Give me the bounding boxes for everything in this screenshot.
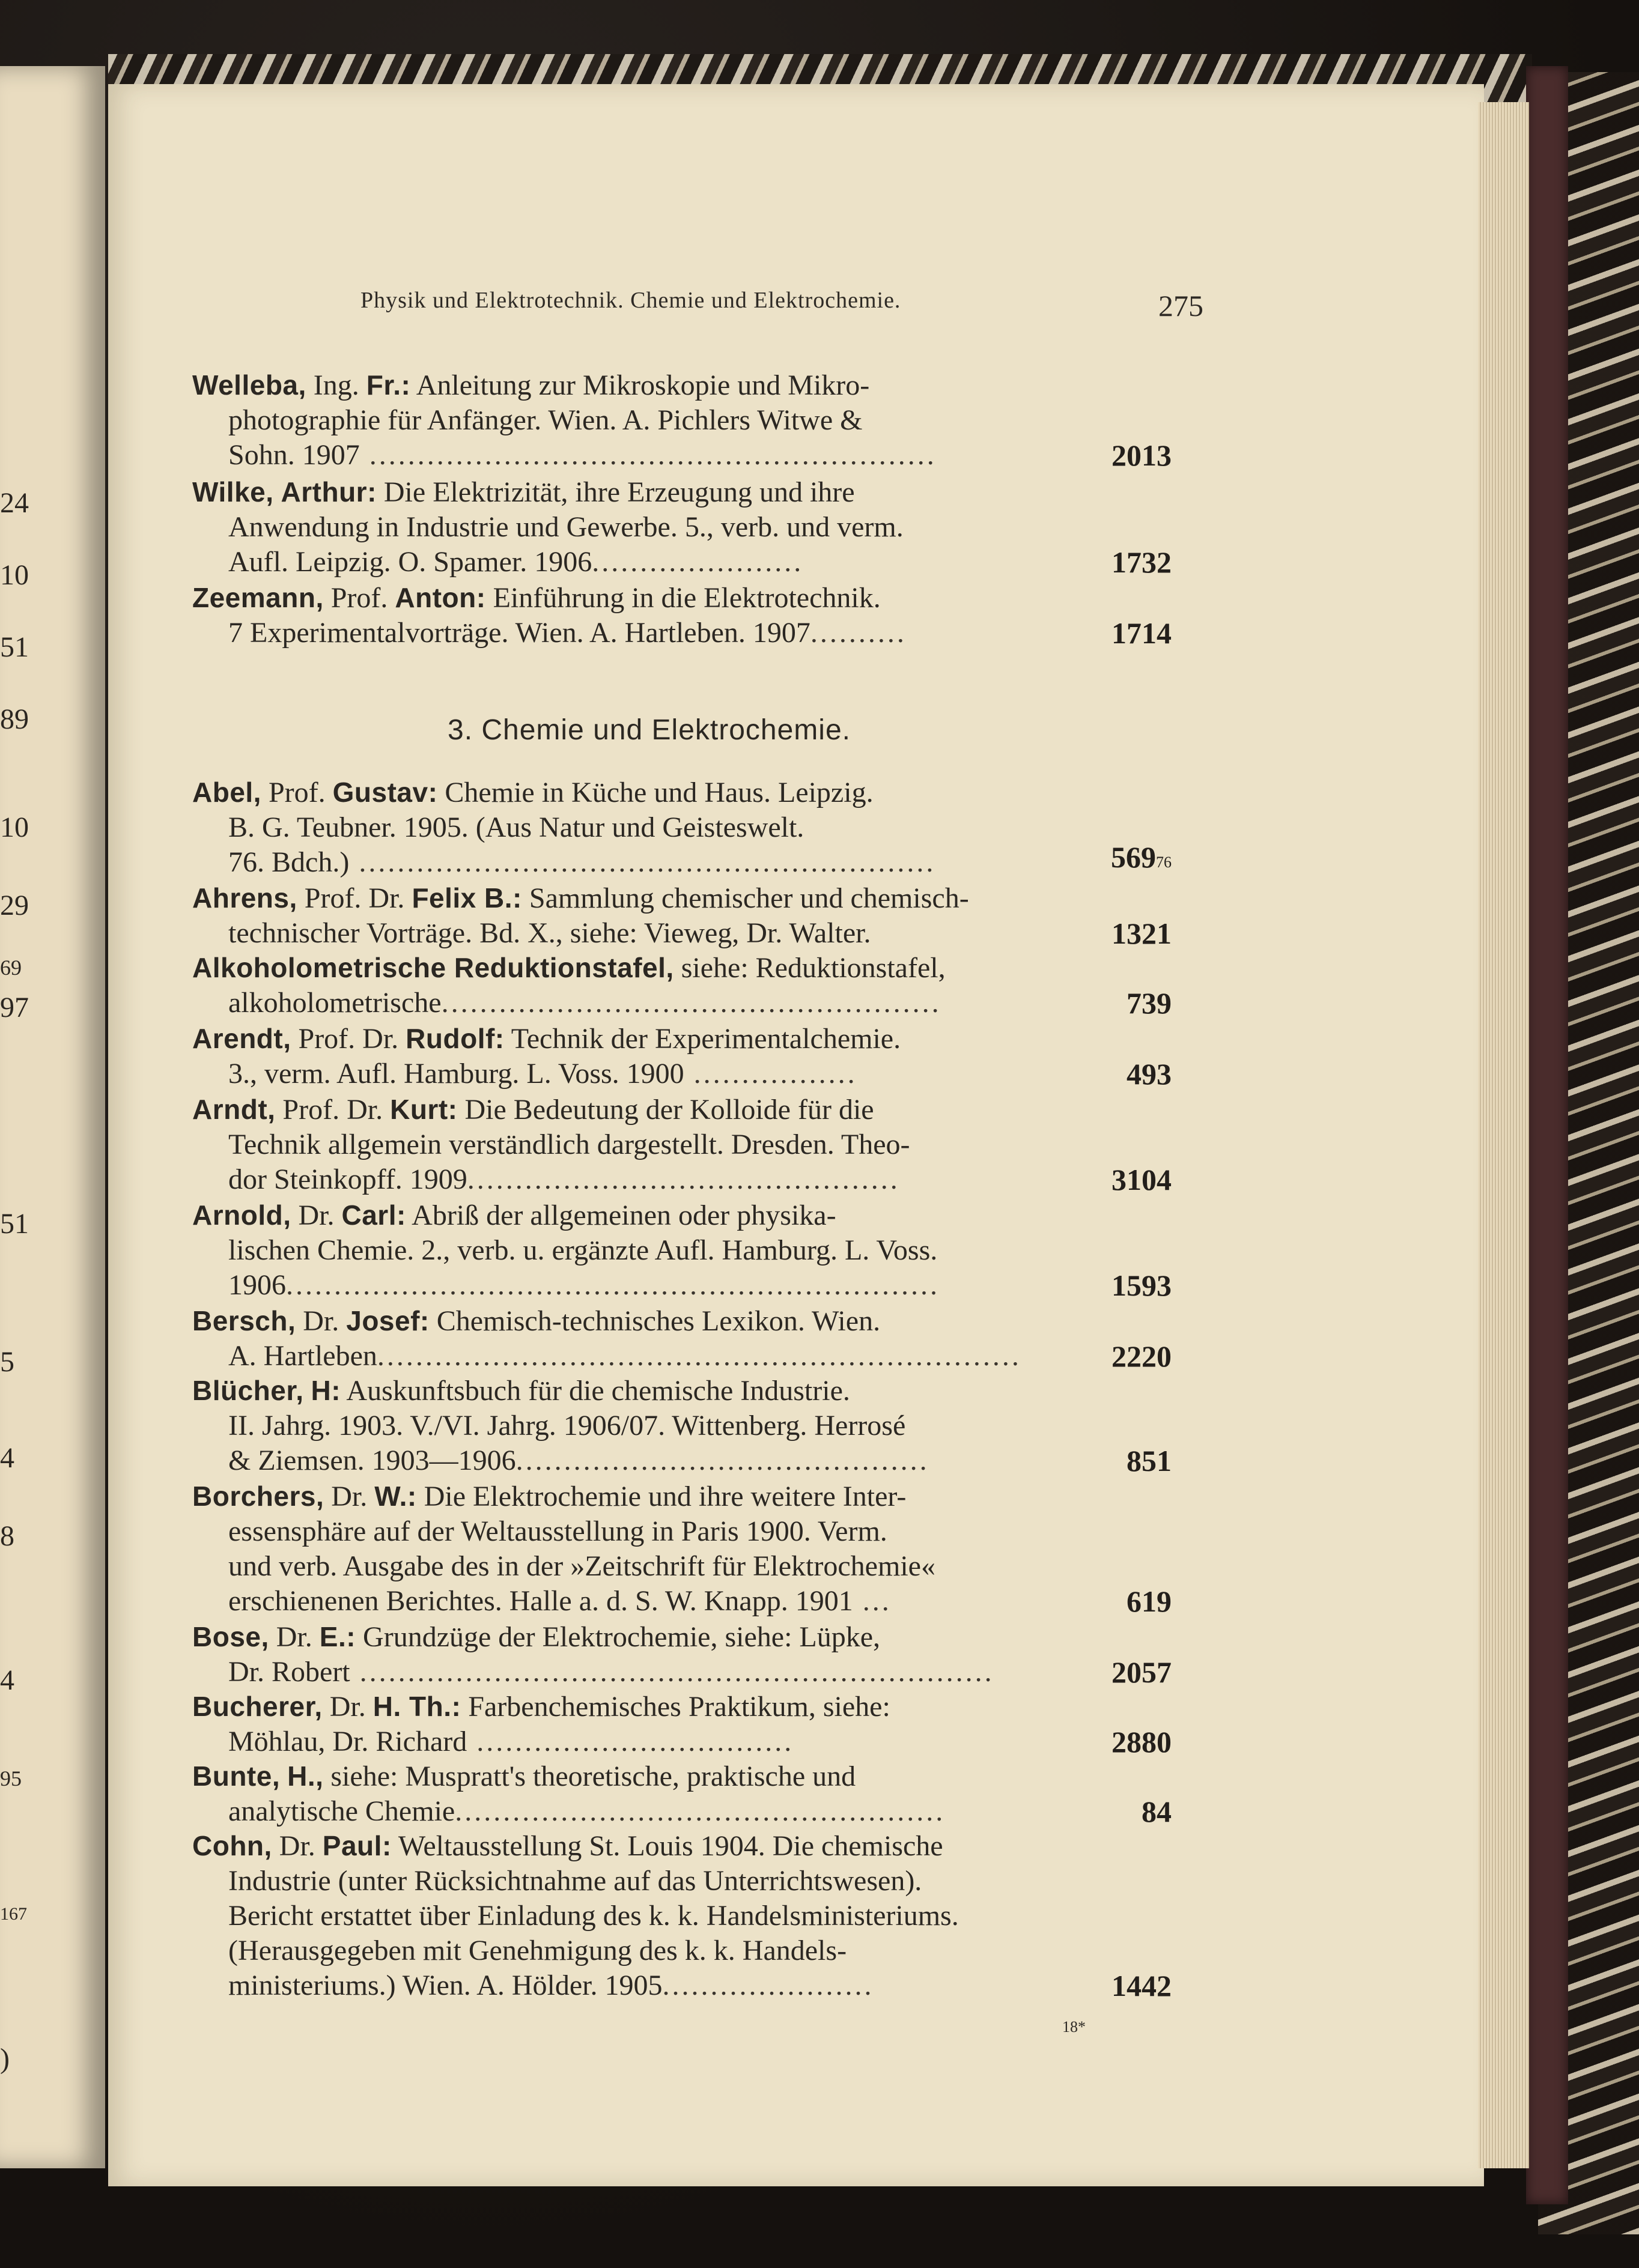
bibliography-entry [192, 1373, 1172, 1478]
entry-text: 7 Experimentalvorträge. Wien. A. Hartleben. 1907 [228, 617, 810, 649]
page-number: 275 [1158, 289, 1203, 323]
entry-author: Welleba, [192, 369, 306, 401]
entry-number: 739 [1127, 986, 1172, 1020]
entry-number: 1321 [1111, 917, 1172, 950]
entry-text: Technik der Experimentalchemie. [511, 1023, 901, 1055]
entry-given-name: H., [287, 1760, 324, 1792]
entry-text: erschienenen Berichtes. Halle a. d. S. W. Knapp. 1901 [228, 1585, 853, 1617]
entry-author: Borchers, [192, 1481, 324, 1512]
left-fragment: 4 [0, 1664, 14, 1696]
entry-text: 1906 [228, 1269, 286, 1301]
entry-given-name: H. Th.: [372, 1691, 461, 1722]
entry-number: 2880 [1111, 1725, 1172, 1759]
entry-author: Blücher, [192, 1375, 304, 1406]
entry-author: Cohn, [192, 1830, 272, 1861]
left-fragment: 95 [0, 1766, 22, 1790]
entry-given-name: Kurt: [390, 1094, 458, 1125]
entry-text: Weltausstellung St. Louis 1904. Die chemische [398, 1830, 943, 1862]
left-fragment: 8 [0, 1520, 14, 1552]
bibliography-entry [192, 1759, 1172, 1829]
entry-given-name: Gustav: [332, 777, 438, 808]
cloth-spine-edge [1526, 66, 1568, 2204]
left-fragment: 10 [0, 559, 29, 591]
left-fragment: 97 [0, 992, 29, 1023]
entry-text: Möhlau, Dr. Richard [228, 1726, 467, 1757]
entry-given-name: Paul: [322, 1830, 392, 1861]
entry-given-name: H: [311, 1375, 341, 1406]
entry-number: 493 [1127, 1057, 1172, 1091]
entry-author: Alkoholometrische Reduktionstafel, [192, 952, 674, 983]
bibliography-entry [192, 881, 1172, 951]
bibliography-entry [192, 1828, 1172, 2003]
leader-dots: .................................................... [441, 987, 941, 1019]
entry-title-prefix: Dr. [329, 1691, 366, 1723]
entry-number-main: 569 [1111, 840, 1156, 874]
entry-number: 1732 [1111, 545, 1172, 579]
bibliography-entry [192, 1021, 1172, 1091]
entry-text: Sohn. 1907 [228, 439, 360, 471]
entry-text: Grundzüge der Elektrochemie, siehe: Lüpke, [363, 1621, 881, 1653]
entry-title-prefix: Prof. [268, 777, 326, 808]
entry-given-name: Rudolf: [406, 1023, 505, 1054]
entry-text: Industrie (unter Rücksichtnahme auf das Unterrichtswesen). [228, 1865, 922, 1897]
entry-number: 2013 [1111, 438, 1172, 472]
entry-text: 3., verm. Aufl. Hamburg. L. Voss. 1900 [228, 1058, 684, 1090]
leader-dots: ................................................... [455, 1795, 946, 1827]
entry-author: Arnold, [192, 1199, 291, 1231]
entry-number: 3104 [1111, 1163, 1172, 1196]
left-fragment: 69 [0, 956, 22, 980]
left-fragment: ) [0, 2043, 10, 2075]
leader-dots: ...................... [592, 546, 804, 578]
left-fragment: 51 [0, 1208, 29, 1240]
left-fragment: 167 [0, 1904, 27, 1924]
entry-title-prefix: Prof. Dr. [282, 1094, 383, 1126]
left-page-edge [0, 66, 105, 2168]
entry-title-prefix: Dr. [276, 1621, 312, 1653]
entry-text: lischen Chemie. 2., verb. u. ergänzte Aufl. Hamburg. L. Voss. [228, 1234, 938, 1266]
entry-author: Abel, [192, 777, 261, 808]
leader-dots: ................................................................... [377, 1340, 1021, 1372]
entry-text: Farbenchemisches Praktikum, siehe: [468, 1691, 890, 1723]
left-fragment: 4 [0, 1442, 14, 1474]
entry-text: und verb. Ausgabe des in der »Zeitschrift für Elektrochemie« [228, 1550, 935, 1582]
entry-text: technischer Vorträge. Bd. X., siehe: Vieweg, Dr. Walter. [228, 917, 871, 949]
bibliography-entry [192, 580, 1172, 650]
entry-given-name: Anton: [395, 582, 486, 613]
leader-dots: ............................................................ [349, 846, 936, 878]
entry-text: Abriß der allgemeinen oder physika- [412, 1199, 836, 1231]
entry-title-prefix: Dr. [331, 1481, 368, 1512]
leader-dots: .................................................................... [286, 1269, 940, 1301]
entry-author: Bunte, [192, 1760, 281, 1792]
entry-title-prefix: Prof. Dr. [304, 882, 405, 914]
entry-number: 619 [1127, 1584, 1172, 1618]
entry-number: 2057 [1111, 1655, 1172, 1689]
entry-author: Bose, [192, 1621, 269, 1652]
entry-text: Einführung in die Elektrotechnik. [493, 582, 881, 614]
entry-text: Chemie in Küche und Haus. Leipzig. [445, 777, 874, 808]
section-heading: 3. Chemie und Elektrochemie. [448, 714, 851, 746]
entry-text: Die Elektrochemie und ihre weitere Inter- [424, 1481, 907, 1512]
entry-author: Arndt, [192, 1094, 276, 1125]
bibliography-entry [192, 950, 1172, 1020]
entry-text: alkoholometrische [228, 987, 442, 1019]
bibliography-entry [192, 1479, 1172, 1619]
entry-text: Anleitung zur Mikroskopie und Mikro- [416, 369, 870, 401]
leader-dots: ................................. [467, 1726, 794, 1757]
entry-given-name: Josef: [346, 1305, 430, 1336]
entry-number: 1714 [1111, 616, 1172, 650]
leader-dots: .......... [810, 617, 907, 649]
bibliography-entry [192, 1689, 1172, 1759]
entry-text: Sammlung chemischer und chemisch- [529, 882, 969, 914]
page-block-edges [1478, 102, 1529, 2168]
entry-title-prefix: Prof. Dr. [298, 1023, 399, 1055]
entry-text: Die Bedeutung der Kolloide für die [464, 1094, 874, 1126]
entry-text: Anwendung in Industrie und Gewerbe. 5., verb. und verm. [228, 511, 904, 543]
entry-number: 1593 [1111, 1269, 1172, 1302]
bibliography-entry [192, 475, 1172, 580]
entry-author: Arendt, [192, 1023, 291, 1054]
leader-dots: ........................................................... [359, 439, 937, 471]
leader-dots: ... [853, 1585, 892, 1617]
entry-text: Dr. Robert [228, 1656, 350, 1688]
entry-author: Ahrens, [192, 882, 297, 914]
left-fragment: 51 [0, 631, 29, 663]
leader-dots: ........................................... [515, 1445, 929, 1476]
entry-author: Bucherer, [192, 1691, 323, 1722]
entry-text: dor Steinkopff. 1909 [228, 1163, 467, 1195]
entry-number: 1442 [1111, 1969, 1172, 2003]
entry-number [1111, 840, 1172, 880]
entry-title-prefix: Ing. [313, 369, 359, 401]
entry-title-prefix: Prof. [330, 582, 388, 614]
entry-given-name: Fr.: [366, 369, 411, 401]
bibliography-entry [192, 1303, 1172, 1374]
entry-number: 851 [1127, 1444, 1172, 1478]
bibliography-entry [192, 1619, 1172, 1690]
entry-number: 84 [1142, 1795, 1172, 1828]
bibliography-entry [192, 1198, 1172, 1303]
entry-text: II. Jahrg. 1903. V./VI. Jahrg. 1906/07. Wittenberg. Herrosé [228, 1410, 906, 1442]
leader-dots: ................. [684, 1058, 857, 1090]
entry-text: Aufl. Leipzig. O. Spamer. 1906 [228, 546, 592, 578]
entry-text: 76. Bdch.) [228, 846, 350, 878]
entry-text: siehe: Muspratt's theoretische, praktische und [330, 1760, 856, 1792]
leader-dots: ............................................. [467, 1163, 900, 1195]
left-fragment: 89 [0, 703, 29, 735]
entry-given-name: E.: [319, 1621, 356, 1652]
entry-text: Die Elektrizität, ihre Erzeugung und ihre [383, 476, 855, 508]
entry-text: (Herausgegeben mit Genehmigung des k. k. Handels- [228, 1935, 847, 1966]
entry-given-name: Arthur: [281, 476, 377, 508]
bibliography-entry [192, 1092, 1172, 1197]
entry-author: Bersch, [192, 1305, 296, 1336]
entry-text: photographie für Anfänger. Wien. A. Pichlers Witwe & [228, 404, 863, 436]
signature-mark: 18* [1062, 2018, 1086, 2036]
entry-given-name: W.: [374, 1481, 417, 1512]
entry-title-prefix: Dr. [298, 1199, 335, 1231]
entry-text: A. Hartleben [228, 1340, 377, 1372]
bibliography-entry [192, 775, 1172, 880]
leader-dots: .................................................................. [350, 1656, 994, 1688]
entry-author: Wilke, [192, 476, 274, 508]
left-fragment: 5 [0, 1346, 14, 1378]
entry-text: ministeriums.) Wien. A. Hölder. 1905 [228, 1969, 663, 2001]
entry-title-prefix: Dr. [279, 1830, 315, 1862]
entry-text: essensphäre auf der Weltausstellung in Paris 1900. Verm. [228, 1515, 887, 1547]
entry-text: B. G. Teubner. 1905. (Aus Natur und Geisteswelt. [228, 811, 804, 843]
entry-text: siehe: Reduktionstafel, [681, 952, 946, 984]
left-fragment: 29 [0, 890, 29, 921]
left-fragment: 24 [0, 487, 29, 519]
leader-dots: ...................... [662, 1969, 874, 2001]
entry-title-prefix: Dr. [303, 1305, 339, 1337]
entry-given-name: Felix B.: [412, 882, 522, 914]
entry-text: Chemisch-technisches Lexikon. Wien. [436, 1305, 881, 1337]
entry-text: & Ziemsen. 1903—1906 [228, 1445, 516, 1476]
entry-text: Technik allgemein verständlich dargestellt. Dresden. Theo- [228, 1129, 910, 1160]
entry-author: Zeemann, [192, 582, 324, 613]
running-title: Physik und Elektrotechnik. Chemie und Elektrochemie. [360, 288, 901, 313]
entry-given-name: Carl: [341, 1199, 406, 1231]
entry-text: Bericht erstattet über Einladung des k. k. Handelsministeriums. [228, 1900, 959, 1932]
bibliography-entry [192, 368, 1172, 473]
left-fragment: 10 [0, 811, 29, 843]
entry-number-sub: 76 [1156, 854, 1172, 871]
entry-number: 2220 [1111, 1339, 1172, 1373]
entry-text: Auskunftsbuch für die chemische Industrie. [346, 1375, 850, 1407]
entry-text: analytische Chemie [228, 1795, 455, 1827]
